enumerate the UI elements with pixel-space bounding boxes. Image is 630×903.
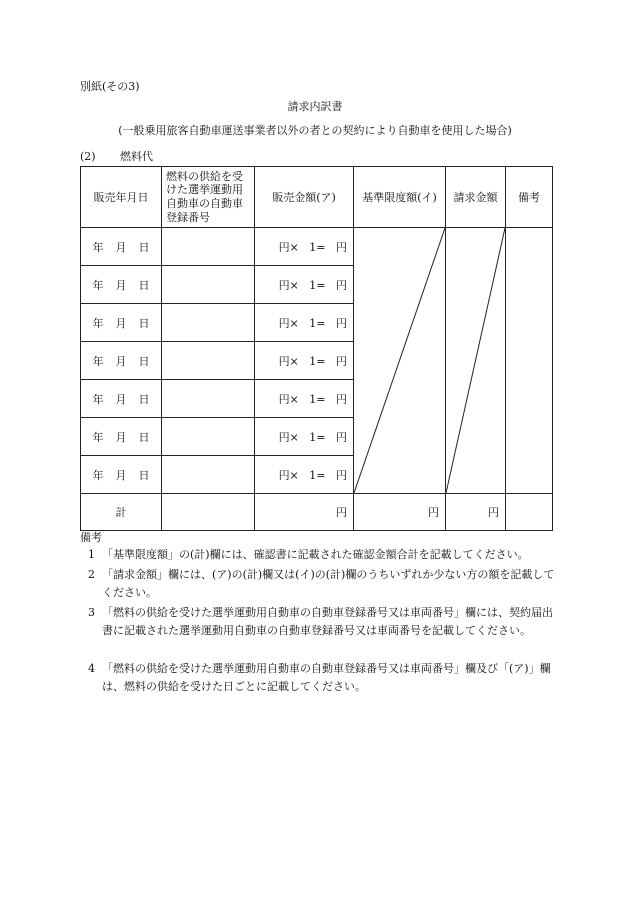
document-reference: 別紙(その3)	[80, 80, 140, 93]
note-text: 「燃料の供給を受けた選挙運動用自動車の自動車登録番号又は車両番号」欄には、契約届出書に記載された選挙運動用自動車の自動車登録番号又は車両番号を記載してください。	[102, 606, 553, 637]
vehicle-cell[interactable]	[162, 266, 255, 304]
vehicle-cell[interactable]	[162, 380, 255, 418]
total-label: 計	[81, 494, 162, 531]
note-item	[88, 546, 556, 564]
sales-amount-cell[interactable]: 円× 1= 円	[255, 228, 354, 266]
vehicle-cell[interactable]	[162, 304, 255, 342]
table-header-row	[81, 167, 553, 228]
header-sales-date: 販売年月日	[81, 167, 162, 228]
total-claim-amount[interactable]: 円	[446, 494, 506, 531]
date-cell[interactable]: 年 月 日	[81, 304, 162, 342]
sales-amount-cell[interactable]: 円× 1= 円	[255, 304, 354, 342]
document-subtitle: (一般乗用旅客自動車運送事業者以外の者との契約により自動車を使用した場合)	[118, 124, 512, 137]
note-item	[88, 660, 556, 696]
sales-amount-cell[interactable]: 円× 1= 円	[255, 456, 354, 494]
remarks-merged-cell[interactable]	[506, 228, 553, 494]
date-cell[interactable]: 年 月 日	[81, 266, 162, 304]
section-heading	[80, 150, 153, 163]
section-title: 燃料代	[120, 150, 153, 163]
header-remarks: 備考	[506, 167, 553, 228]
limit-amount-merged-cell	[354, 228, 446, 494]
claim-amount-merged-cell	[446, 228, 506, 494]
note-number: 3	[88, 606, 95, 619]
total-row	[81, 494, 553, 531]
total-remarks-cell[interactable]	[506, 494, 553, 531]
document-title: 請求内訳書	[287, 100, 343, 113]
date-cell[interactable]: 年 月 日	[81, 342, 162, 380]
note-text: 「基準限度額」の(計)欄には、確認書に記載された確認金額合計を記載してください。	[102, 548, 529, 561]
date-cell[interactable]: 年 月 日	[81, 456, 162, 494]
diagonal-line	[354, 228, 445, 493]
fuel-claim-table	[80, 166, 553, 531]
date-cell[interactable]: 年 月 日	[81, 418, 162, 456]
sales-amount-cell[interactable]: 円× 1= 円	[255, 380, 354, 418]
header-sales-amount: 販売金額(ア)	[255, 167, 354, 228]
header-vehicle-registration: 燃料の供給を受けた選挙運動用自動車の自動車登録番号	[162, 167, 255, 228]
vehicle-cell[interactable]	[162, 456, 255, 494]
total-vehicle-cell	[162, 494, 255, 531]
date-cell[interactable]: 年 月 日	[81, 228, 162, 266]
diagonal-line	[446, 228, 505, 493]
vehicle-cell[interactable]	[162, 342, 255, 380]
sales-amount-cell[interactable]: 円× 1= 円	[255, 266, 354, 304]
note-number: 4	[88, 662, 95, 675]
note-number: 2	[88, 568, 95, 581]
header-limit-amount: 基準限度額(イ)	[354, 167, 446, 228]
date-cell[interactable]: 年 月 日	[81, 380, 162, 418]
note-text: 「燃料の供給を受けた選挙運動用自動車の自動車登録番号又は車両番号」欄及び「(ア)」欄は、燃料の供給を受けた日ごとに記載してください。	[102, 662, 551, 693]
table-row	[81, 228, 553, 266]
total-limit-amount[interactable]: 円	[354, 494, 446, 531]
note-item	[88, 604, 556, 640]
total-sales-amount[interactable]: 円	[255, 494, 354, 531]
header-claim-amount: 請求金額	[446, 167, 506, 228]
vehicle-cell[interactable]	[162, 228, 255, 266]
sales-amount-cell[interactable]: 円× 1= 円	[255, 418, 354, 456]
section-number: (2)	[80, 150, 96, 163]
sales-amount-cell[interactable]: 円× 1= 円	[255, 342, 354, 380]
vehicle-cell[interactable]	[162, 418, 255, 456]
notes-heading: 備考	[80, 531, 102, 544]
note-number: 1	[88, 548, 95, 561]
note-item	[88, 566, 556, 602]
note-text: 「請求金額」欄には、(ア)の(計)欄又は(イ)の(計)欄のうちいずれか少ない方の額を記載してください。	[102, 568, 555, 599]
